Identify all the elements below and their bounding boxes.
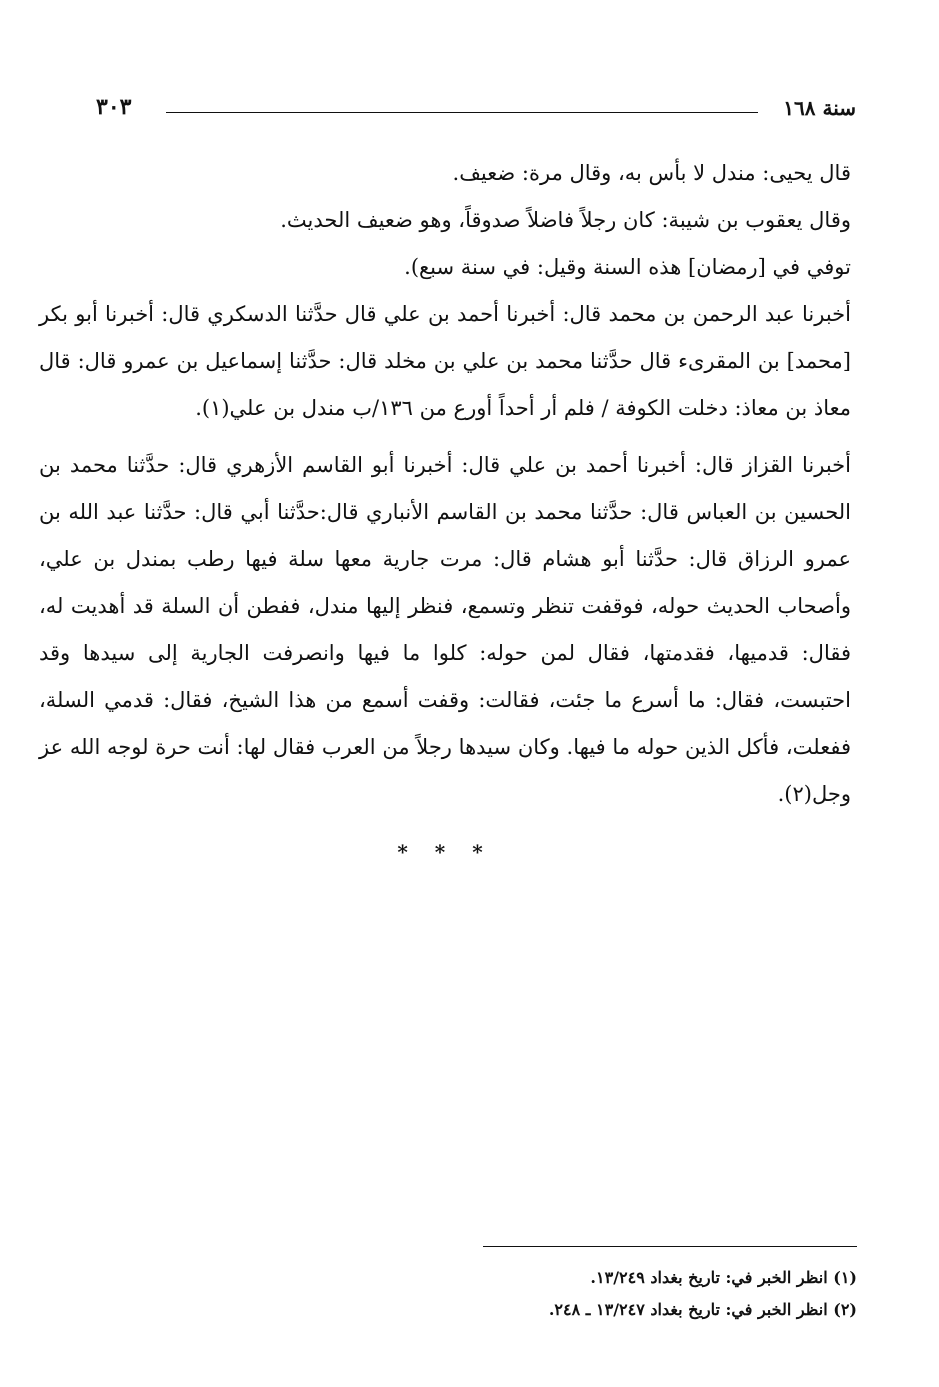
paragraph-2: وقال يعقوب بن شيبة: كان رجلاً فاضلاً صدوقاً، وهو ضعيف الحديث. bbox=[280, 208, 851, 232]
footnote-2: (٢) انظر الخبر في: تاريخ بغداد ١٣/٢٤٧ ـ ٢٤٨. bbox=[548, 1300, 857, 1319]
paragraph-4: أخبرنا عبد الرحمن بن محمد قال: أخبرنا أحمد بن علي قال حدَّثنا الدسكري قال: أخبرنا أبو بكر [محمد] بن المقرىء قال حدَّثنا محمد بن علي بن مخلد قال: حدَّثنا إسماعيل بن عمرو قال: قال معاذ بن معاذ: دخلت الكوفة / فلم أر أحداً أورع من ١٣٦/ب مندل بن علي(١). bbox=[39, 302, 851, 420]
header-rule bbox=[166, 112, 758, 113]
footnote-rule bbox=[483, 1246, 857, 1247]
paragraph-1: قال يحيى: مندل لا بأس به، وقال مرة: ضعيف. bbox=[452, 161, 851, 185]
header-title: سنة ١٦٨ bbox=[783, 96, 856, 120]
footnotes bbox=[257, 1262, 857, 1326]
footnote-1: (١) انظر الخبر في: تاريخ بغداد ١٣/٢٤٩. bbox=[590, 1268, 857, 1287]
section-separator: * * * bbox=[397, 840, 493, 864]
paragraph-gap bbox=[39, 432, 851, 442]
running-header bbox=[96, 96, 856, 126]
main-text bbox=[39, 150, 851, 882]
paragraph-3: توفي في [رمضان] هذه السنة وقيل: في سنة سبع). bbox=[404, 255, 851, 279]
page-number: ٣٠٣ bbox=[96, 94, 132, 120]
paragraph-5: أخبرنا القزاز قال: أخبرنا أحمد بن علي قال: أخبرنا أبو القاسم الأزهري قال: حدَّثنا محمد بن الحسين بن العباس قال: حدَّثنا محمد بن القاسم الأنباري قال:حدَّثنا أبي قال: حدَّثنا عبد الله بن عمرو الرزاق قال: حدَّثنا أبو هشام قال: مرت جارية معها سلة فيها رطب بمندل بن علي، وأصحاب الحديث حوله، فوقفت تنظر وتسمع، فنظر إليها مندل، ففطن أن السلة قد أهديت له، فقال: قدميها، فقدمتها، فقال لمن حوله: كلوا ما فيها وانصرفت الجارية إلى سيدها وقد احتبست، فقال: ما أسرع ما جئت، فقالت: وقفت أسمع من هذا الشيخ، فقال: قدمي السلة، ففعلت، فأكل الذين حوله ما فيها. وكان سيدها رجلاً من العرب فقال لها: أنت حرة لوجه الله عز وجل(٢). bbox=[39, 453, 851, 806]
